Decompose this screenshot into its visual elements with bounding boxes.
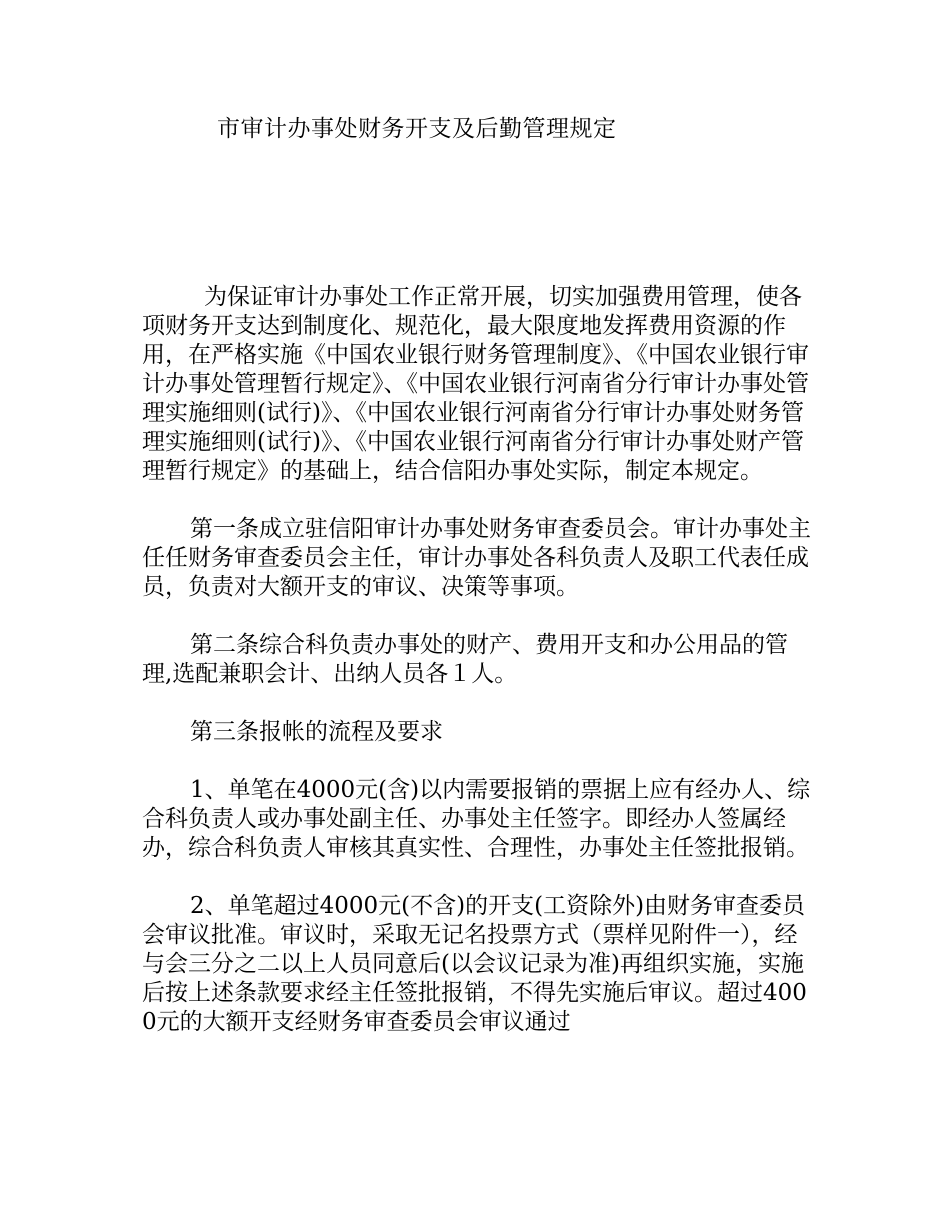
article-3-item-2: 2、单笔超过4000元(不含)的开支(工资除外)由财务审查委员会审议批准。审议时，采取无记名投票方式（票样见附件一），经与会三分之二以上人员同意后(以会议记录为准)再组织实施，实施后按上述条款要求经主任签批报销，不得先实施后审议。超过4000元的大额开支经财务审查委员会审议通过 <box>142 893 807 1035</box>
article-3-item-1: 1、单笔在4000元(含)以内需要报销的票据上应有经办人、综合科负责人或办事处副主任、办事处主任签字。即经办人签属经办，综合科负责人审核其真实性、合理性，办事处主任签批报销。 <box>142 777 811 861</box>
article-3-heading: 第三条报帐的流程及要求 <box>190 719 443 745</box>
preamble-paragraph: 为保证审计办事处工作正常开展，切实加强费用管理，使各项财务开支达到制度化、规范化，最大限度地发挥费用资源的作用，在严格实施《中国农业银行财务管理制度》、《中国农业银行审计办事处管理暂行规定》、《中国农业银行河南省分行审计办事处管理实施细则(试行)》、《中国农业银行河南省分行审计办事处财务管理实施细则(试行)》、《中国农业银行河南省分行审计办事处财产管理暂行规定》的基础上，结合信阳办事处实际，制定本规定。 <box>142 284 809 484</box>
document-body <box>142 283 814 1066</box>
article-2-paragraph: 第二条综合科负责办事处的财产、费用开支和办公用品的管理,选配兼职会计、出纳人员各１人。 <box>142 632 788 687</box>
article-1-paragraph: 第一条成立驻信阳审计办事处财务审查委员会。审计办事处主任任财务审查委员会主任，审计办事处各科负责人及职工代表任成员，负责对大额开支的审议、决策等事项。 <box>142 516 811 600</box>
document-title: 市审计办事处财务开支及后勤管理规定 <box>217 116 617 142</box>
